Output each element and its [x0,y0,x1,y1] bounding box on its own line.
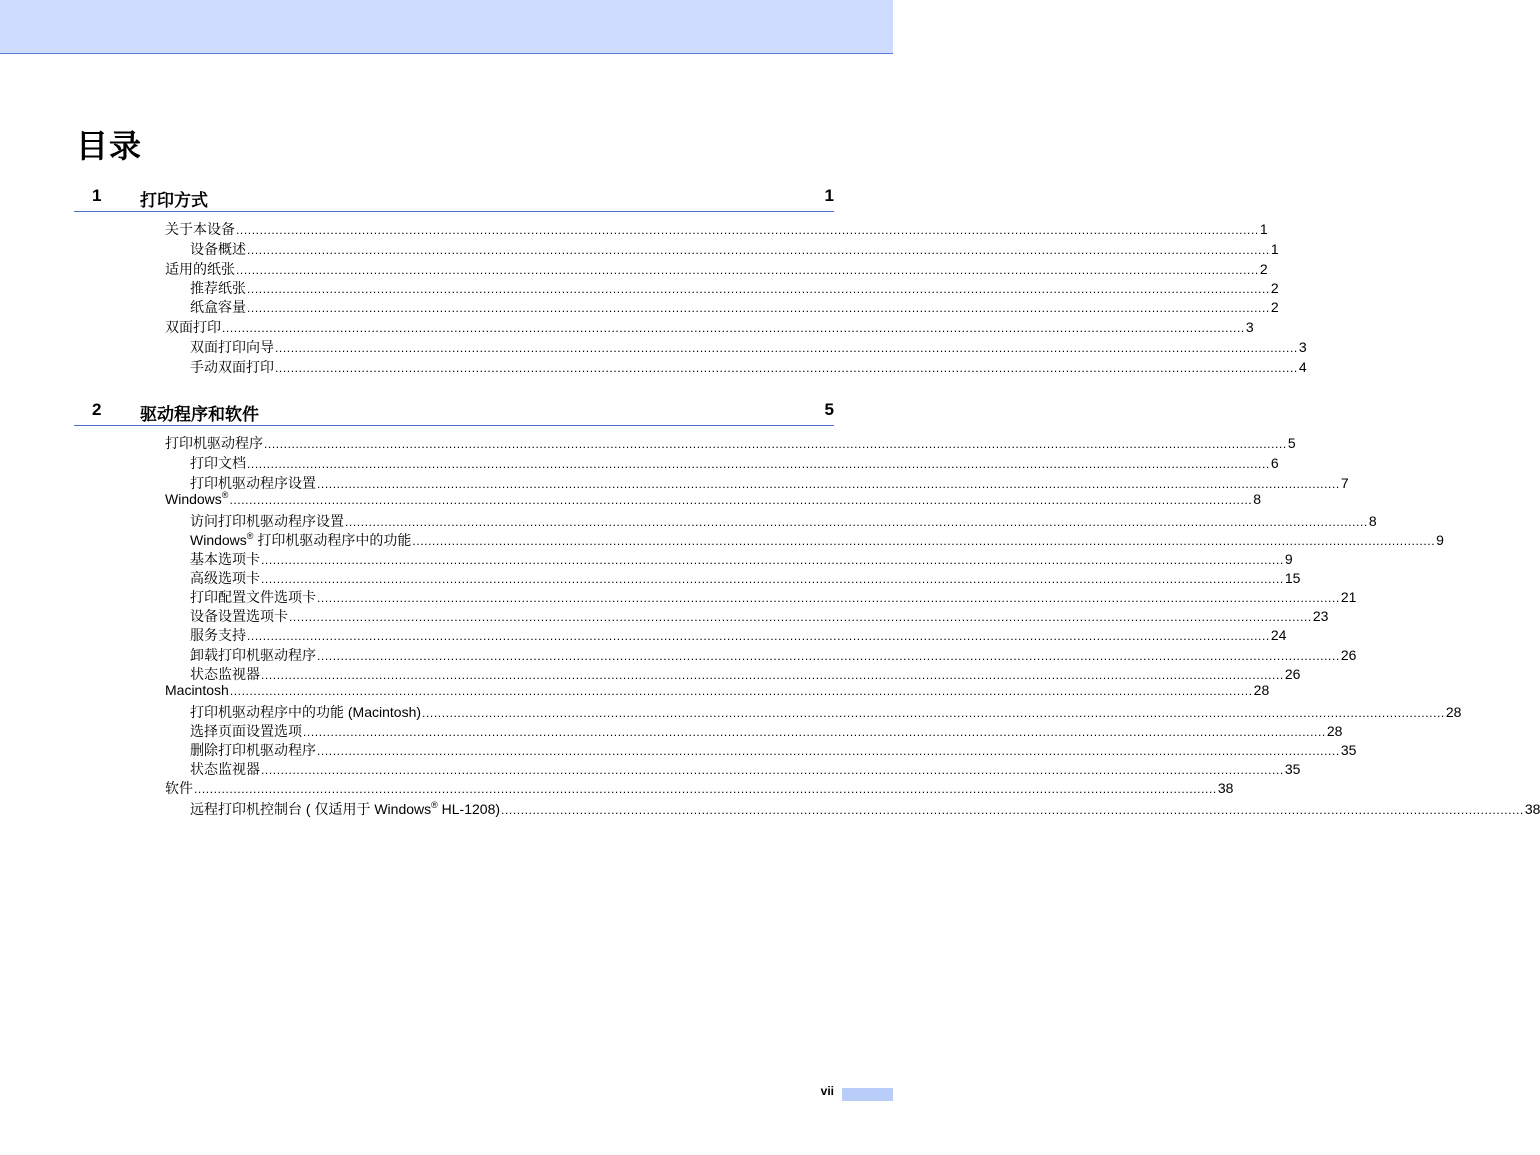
toc-entry[interactable] [190,703,1462,722]
dot-leader: .................................................................................................................................................................................................................................................................... [229,493,1253,507]
registered-mark: ® [246,531,254,541]
toc-page: 2 [1270,280,1279,296]
dot-leader: .................................................................................................................................................................................................................................................................... [317,649,1340,663]
dot-leader: .................................................................................................................................................................................................................................................................... [501,803,1524,817]
footer-tab [842,1088,893,1101]
toc-entry[interactable] [190,358,1307,377]
toc-label: 打印机驱动程序中的功能 (Macintosh) [190,704,422,720]
toc-entry[interactable] [165,490,1262,509]
chapter-number: 2 [92,400,102,419]
chapter-title: 打印方式 [140,191,208,211]
toc-page: 28 [1326,723,1343,739]
dot-leader: .................................................................................................................................................................................................................................................................... [345,515,1368,529]
dot-leader: .................................................................................................................................................................................................................................................................... [261,572,1284,586]
toc-label: 纸盒容量 [190,299,246,315]
toc-label: Windows® [165,490,229,507]
toc-entry[interactable] [190,607,1329,626]
registered-mark: ® [221,490,229,500]
toc-label: 双面打印向导 [190,339,274,355]
toc-page: 3 [1298,339,1307,355]
toc-entry[interactable] [190,279,1279,298]
toc-entry[interactable] [165,681,1270,700]
dot-leader: .................................................................................................................................................................................................................................................................... [236,223,1259,237]
toc-entry[interactable] [165,220,1268,239]
toc-entry[interactable] [190,646,1357,665]
toc-page: 3 [1245,319,1254,335]
chapter-heading[interactable] [74,186,834,212]
dot-leader: .................................................................................................................................................................................................................................................................... [194,782,1217,796]
toc-entry[interactable] [190,760,1301,779]
dot-leader: .................................................................................................................................................................................................................................................................... [236,263,1259,277]
toc-entry[interactable] [190,298,1279,317]
registered-mark: ® [431,800,438,810]
toc-page: 28 [1253,682,1270,698]
toc-label: 打印机驱动程序设置 [190,475,316,491]
dot-leader: .................................................................................................................................................................................................................................................................... [275,361,1298,375]
dot-leader: .................................................................................................................................................................................................................................................................... [247,301,1270,315]
toc-page: 35 [1284,761,1301,777]
toc-page: 15 [1284,570,1301,586]
dot-leader: .................................................................................................................................................................................................................................................................... [275,341,1298,355]
toc-label: Windows® 打印机驱动程序中的功能 [190,531,412,548]
toc-label: 打印机驱动程序 [165,435,263,451]
dot-leader: .................................................................................................................................................................................................................................................................... [317,591,1340,605]
toc-label: 选择页面设置选项 [190,723,302,739]
dot-leader: .................................................................................................................................................................................................................................................................... [247,243,1270,257]
toc-label: 状态监视器 [190,761,260,777]
toc-page: 5 [1287,435,1296,451]
toc-entry[interactable] [190,512,1377,531]
toc-page: 38 [1217,780,1234,796]
toc-entry[interactable] [190,550,1293,569]
toc-page: 8 [1368,513,1377,529]
chapter-page: 1 [824,186,834,205]
toc-label: 手动双面打印 [190,359,274,375]
toc-label: 双面打印 [165,319,221,335]
dot-leader: .................................................................................................................................................................................................................................................................... [317,744,1340,758]
toc-label: 高级选项卡 [190,570,260,586]
toc-page: 26 [1340,647,1357,663]
toc-label: 软件 [165,780,193,796]
toc-page: 28 [1445,704,1462,720]
chapter-heading[interactable] [74,400,834,426]
dot-leader: .................................................................................................................................................................................................................................................................... [247,282,1270,296]
toc-page: 23 [1312,608,1329,624]
dot-leader: .................................................................................................................................................................................................................................................................... [303,725,1326,739]
page-number: vii [820,1084,834,1098]
toc-page: 21 [1340,589,1357,605]
dot-leader: .................................................................................................................................................................................................................................................................... [229,684,1253,698]
toc-page: 9 [1436,532,1444,548]
toc-entry[interactable] [190,722,1343,741]
toc-label: 推荐纸张 [190,280,246,296]
toc-entry[interactable] [190,240,1279,259]
chapter-title: 驱动程序和软件 [140,405,259,425]
dot-leader: .................................................................................................................................................................................................................................................................... [264,437,1287,451]
toc-entry[interactable] [190,741,1357,760]
toc-label: 远程打印机控制台 ( 仅适用于 Windows® HL-1208) [190,800,501,817]
dot-leader: .................................................................................................................................................................................................................................................................... [261,553,1284,567]
toc-entry[interactable] [190,531,1444,550]
page-title: 目录 [76,127,143,165]
header-band [0,0,893,54]
toc-page: 2 [1270,299,1279,315]
toc-page: 1 [1259,221,1268,237]
toc-label: 适用的纸张 [165,261,235,277]
chapter-page: 5 [824,400,834,419]
toc-page: 38 [1524,801,1540,817]
toc-entry[interactable] [165,779,1234,798]
chapter-number: 1 [92,186,102,205]
toc-page: 26 [1284,666,1301,682]
toc-page: 4 [1298,359,1307,375]
dot-leader: .................................................................................................................................................................................................................................................................... [247,629,1270,643]
toc-label: 删除打印机驱动程序 [190,742,316,758]
toc-entry[interactable] [165,260,1268,279]
toc-entry[interactable] [165,434,1296,453]
toc-entry[interactable] [190,569,1301,588]
dot-leader: .................................................................................................................................................................................................................................................................... [412,534,1436,548]
toc-label: 打印配置文件选项卡 [190,589,316,605]
toc-page: 7 [1340,475,1349,491]
toc-entry[interactable] [190,338,1307,357]
dot-leader: .................................................................................................................................................................................................................................................................... [247,457,1270,471]
toc-page: 2 [1259,261,1268,277]
toc-page: 24 [1270,627,1287,643]
toc-label: 访问打印机驱动程序设置 [190,513,344,529]
dot-leader: .................................................................................................................................................................................................................................................................... [261,763,1284,777]
toc-page: 6 [1270,455,1279,471]
toc-entry[interactable] [190,588,1357,607]
toc-page: 35 [1340,742,1357,758]
dot-leader: .................................................................................................................................................................................................................................................................... [289,610,1312,624]
dot-leader: .................................................................................................................................................................................................................................................................... [261,668,1284,682]
toc-label: 打印文档 [190,455,246,471]
toc-entry[interactable] [190,800,1540,819]
toc-label: 状态监视器 [190,666,260,682]
toc-label: Macintosh [165,682,229,698]
toc-page: 1 [1270,241,1279,257]
toc-label: 基本选项卡 [190,551,260,567]
toc-page: 8 [1253,491,1262,507]
toc-label: 关于本设备 [165,221,235,237]
toc-page: 9 [1284,551,1293,567]
dot-leader: .................................................................................................................................................................................................................................................................... [422,706,1445,720]
toc-entry[interactable] [165,318,1254,337]
toc-label: 设备概述 [190,241,246,257]
toc-entry[interactable] [190,626,1287,645]
dot-leader: .................................................................................................................................................................................................................................................................... [317,477,1340,491]
toc-label: 设备设置选项卡 [190,608,288,624]
toc-label: 卸载打印机驱动程序 [190,647,316,663]
toc-entry[interactable] [190,454,1279,473]
toc-label: 服务支持 [190,627,246,643]
dot-leader: .................................................................................................................................................................................................................................................................... [222,321,1245,335]
